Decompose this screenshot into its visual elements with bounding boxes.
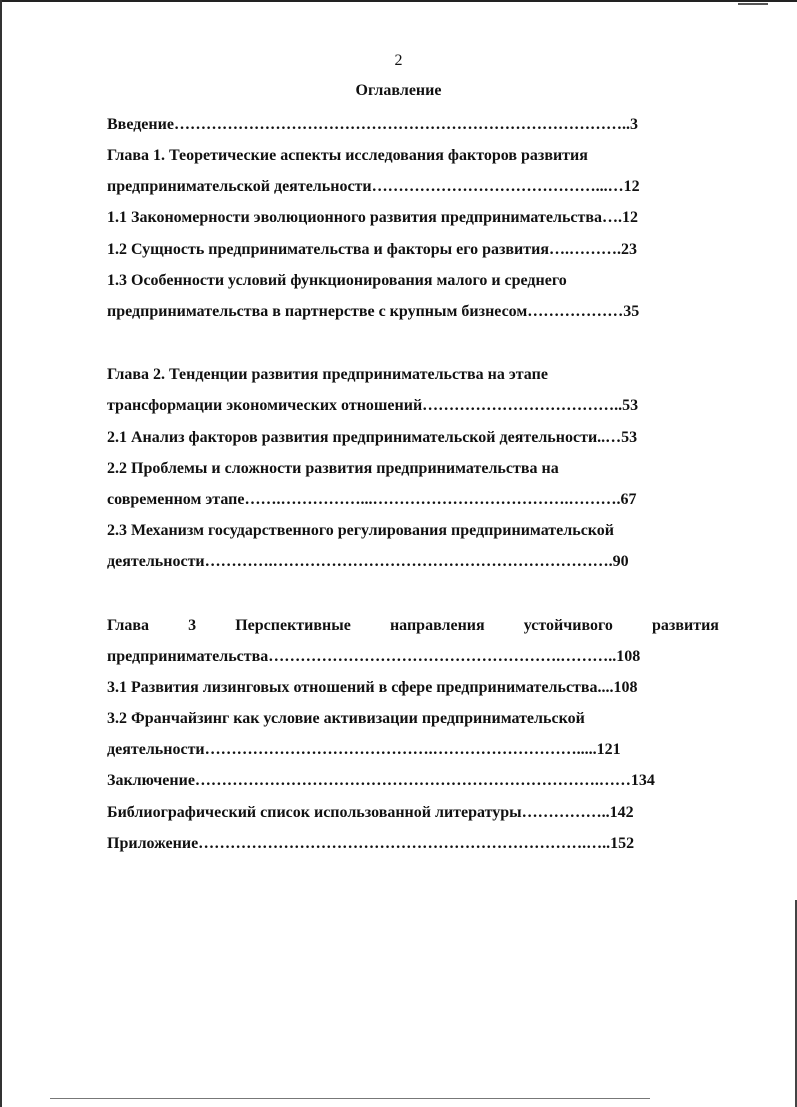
toc-entry-bibliography: Библиографический список использованной литературы……………..142	[107, 804, 634, 821]
toc-title: Оглавление	[355, 82, 442, 99]
toc-word: Перспективные	[235, 617, 351, 634]
toc-entry-conclusion: Заключение………………………………………………………………….……134	[107, 772, 655, 789]
toc-entry-section-2-2-line-2: современном этапе…….……………...……………………………….……….67	[107, 491, 637, 508]
toc-word: развития	[652, 617, 719, 634]
toc-entry-section-3-2-line-2: деятельности…………………………………….……………………….....121	[107, 741, 621, 758]
toc-entry-section-2-3-line-1: 2.3 Механизм государственного регулирования предпринимательской	[107, 522, 615, 539]
toc-entry-chapter-1-line-1: Глава 1. Теоретические аспекты исследования факторов развития	[107, 147, 588, 164]
toc-word: Глава	[107, 617, 149, 634]
toc-entry-section-3-2-line-1: 3.2 Франчайзинг как условие активизации предпринимательской	[107, 710, 585, 727]
scan-bottom-mark	[50, 1098, 650, 1099]
scan-corner-mark	[738, 3, 768, 5]
toc-entry-appendix: Приложение……………………………………………………………….…..152	[107, 835, 635, 852]
toc-word: направления	[389, 617, 485, 634]
toc-entry-chapter-1-line-2: предпринимательской деятельности……………………………………...…12	[107, 178, 640, 195]
page-number: 2	[394, 52, 403, 69]
toc-entry-section-2-1: 2.1 Анализ факторов развития предпринимательской деятельности..…53	[107, 429, 638, 446]
toc-entry-section-1-3-line-2: предпринимательства в партнерстве с крупным бизнесом………………35	[107, 303, 640, 320]
toc-entry-chapter-3-line-2: предпринимательства……………………………………………….………..108	[107, 648, 641, 665]
toc-entry-chapter-2-line-2: трансформации экономических отношений………………………………..53	[107, 397, 639, 414]
toc-entry-section-1-3-line-1: 1.3 Особенности условий функционирования малого и среднего	[107, 272, 567, 289]
toc-entry-chapter-3-line-1	[107, 616, 719, 636]
toc-entry-section-1-2: 1.2 Сущность предпринимательства и факторы его развития….……….23	[107, 241, 637, 258]
toc-entry-section-3-1: 3.1 Развития лизинговых отношений в сфере предпринимательства....108	[107, 679, 638, 696]
toc-entry-introduction: Введение…………………………………………………………………………..3	[107, 116, 638, 133]
toc-entry-chapter-2-line-1: Глава 2. Тенденции развития предпринимательства на этапе	[107, 366, 548, 383]
toc-word: устойчивого	[523, 617, 613, 634]
toc-entry-section-2-3-line-2: деятельности………….……………………………………………………….90	[107, 553, 629, 570]
toc-entry-section-2-2-line-1: 2.2 Проблемы и сложности развития предпринимательства на	[107, 460, 559, 477]
scan-edge-top	[0, 0, 797, 2]
scan-edge-left	[0, 0, 2, 1107]
toc-entry-section-1-1: 1.1 Закономерности эволюционного развития предпринимательства….12	[107, 209, 639, 226]
toc-word: 3	[188, 617, 197, 634]
